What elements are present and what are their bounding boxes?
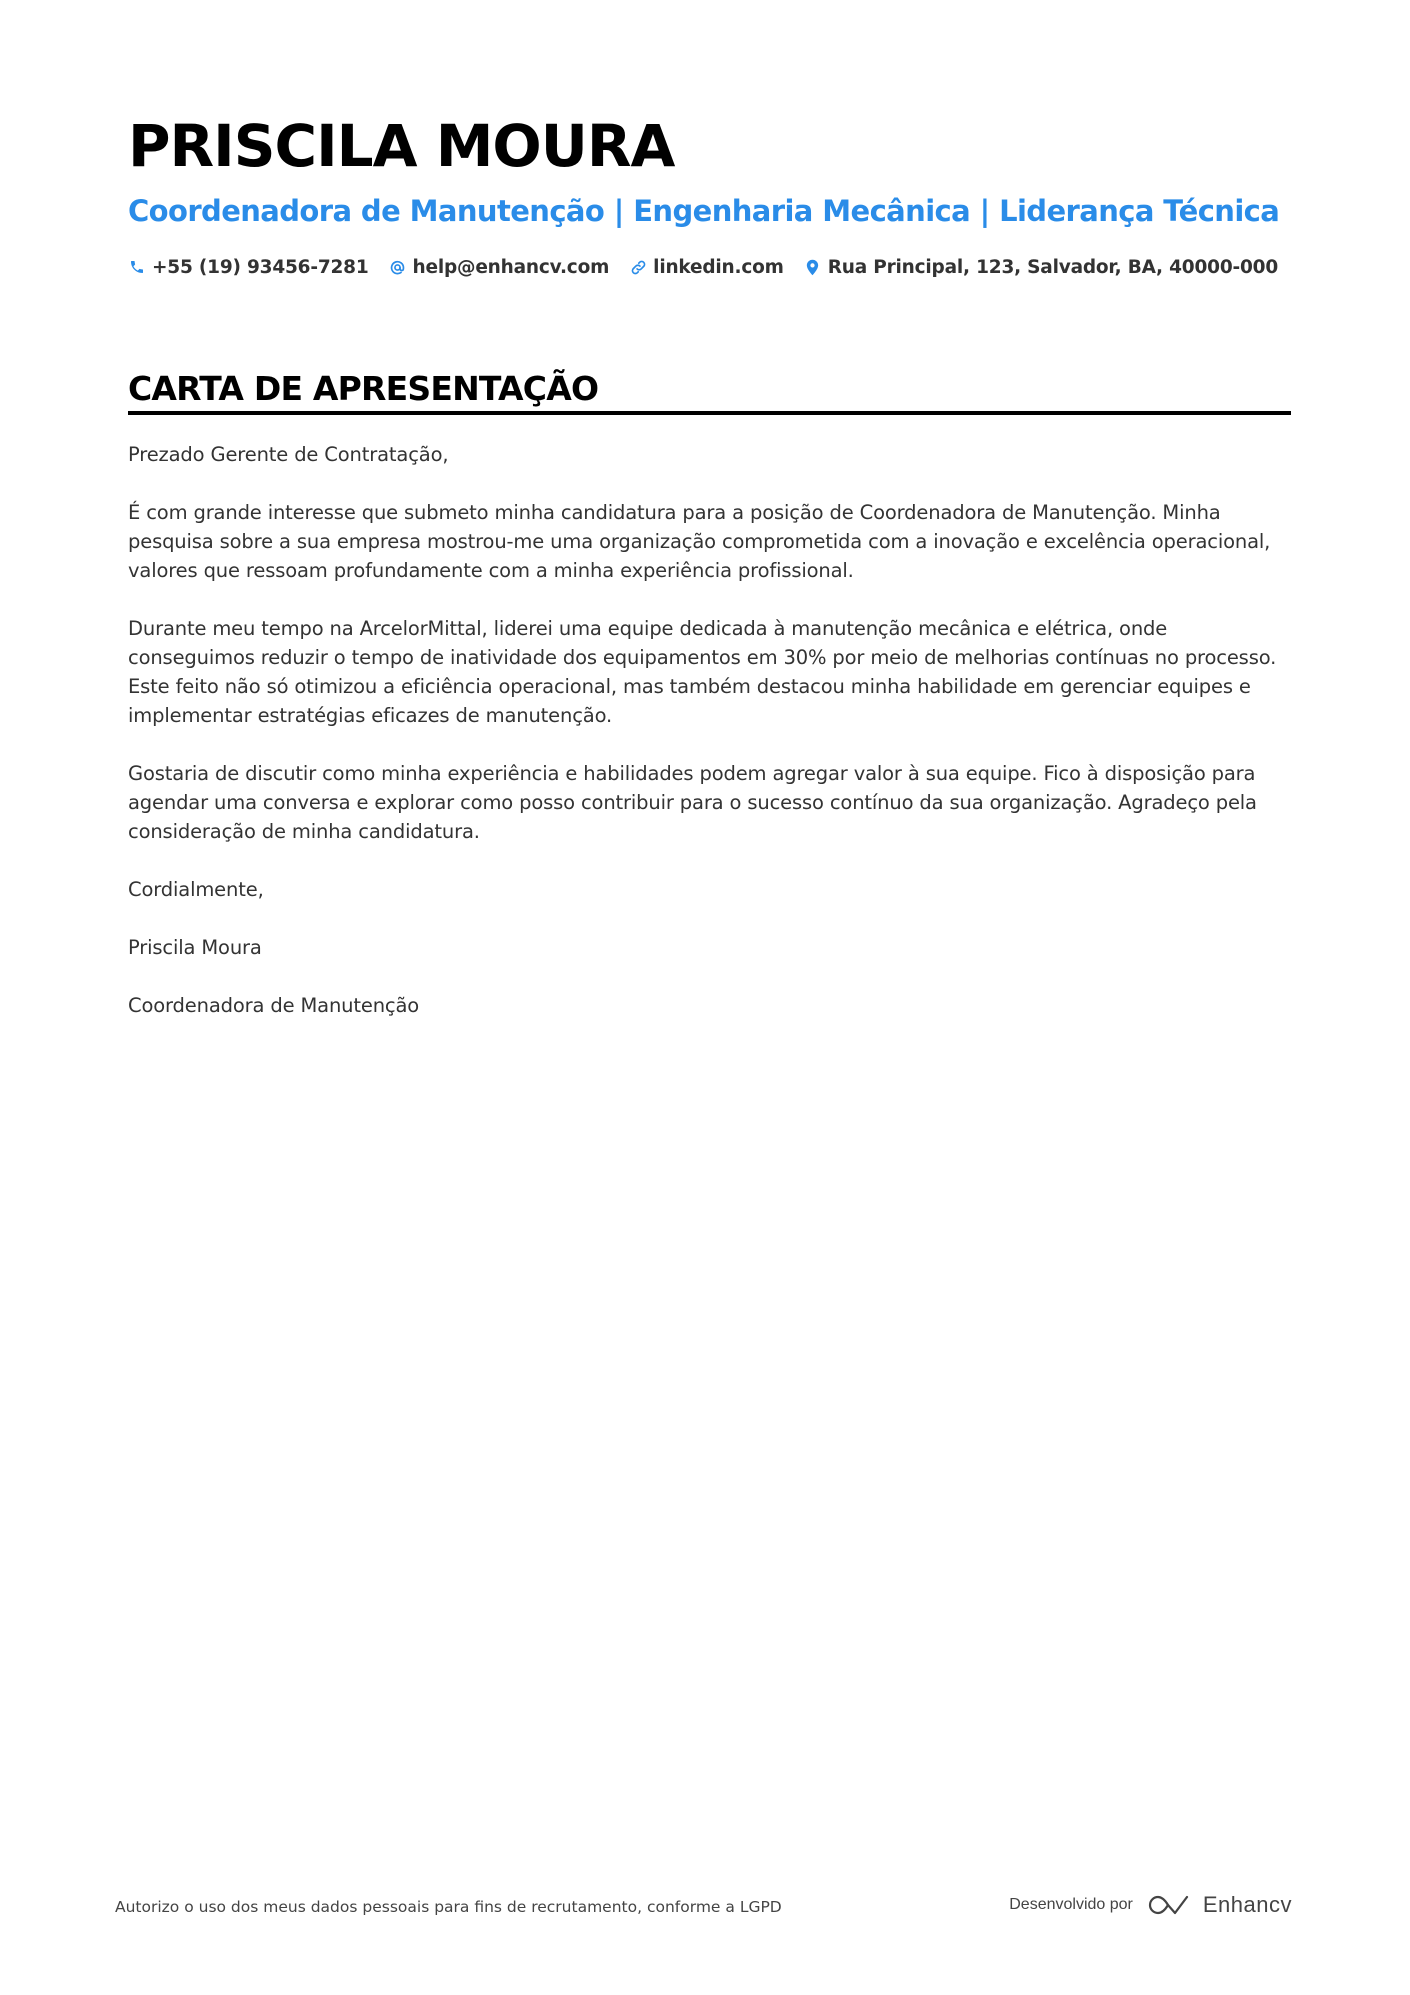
enhancv-logo-icon bbox=[1145, 1892, 1191, 1918]
linkedin-text: linkedin.com bbox=[653, 256, 784, 278]
address-text: Rua Principal, 123, Salvador, BA, 40000-000 bbox=[827, 256, 1278, 278]
letter-paragraph: Gostaria de discutir como minha experiência e habilidades podem agregar valor à sua equipe. Fico à disposição para agendar uma conversa e explorar como posso contribuir para o sucesso contínuo da sua organização. Agradeço pela consideração de minha candidatura. bbox=[128, 762, 1257, 843]
footer-branding[interactable] bbox=[1009, 1888, 1292, 1922]
contact-linkedin[interactable] bbox=[629, 257, 784, 278]
email-text: help@enhancv.com bbox=[412, 256, 610, 278]
letter-closing: Cordialmente, bbox=[128, 878, 264, 901]
powered-by-label: Desenvolvido por bbox=[1009, 1896, 1133, 1913]
letter-paragraph: Durante meu tempo na ArcelorMittal, liderei uma equipe dedicada à manutenção mecânica e elétrica, onde conseguimos reduzir o tempo de inatividade dos equipamentos em 30% por meio de melhorias contínuas no processo. Este feito não só otimizou a eficiência operacional, mas também destacou minha habilidade em gerenciar equipes e implementar estratégias eficazes de manutenção. bbox=[128, 617, 1277, 727]
signature-name: Priscila Moura bbox=[128, 936, 262, 959]
contact-bar bbox=[128, 252, 1298, 282]
signature-title: Coordenadora de Manutenção bbox=[128, 994, 420, 1017]
contact-address bbox=[804, 257, 1278, 278]
brand-name: Enhancv bbox=[1202, 1892, 1292, 1917]
phone-text: +55 (19) 93456-7281 bbox=[152, 256, 369, 278]
at-icon bbox=[389, 258, 407, 276]
phone-icon bbox=[128, 258, 146, 276]
section-divider bbox=[128, 411, 1291, 415]
contact-email[interactable] bbox=[389, 257, 610, 278]
letter-salutation: Prezado Gerente de Contratação, bbox=[128, 443, 449, 466]
location-pin-icon bbox=[804, 258, 822, 276]
footer-consent: Autorizo o uso dos meus dados pessoais para fins de recrutamento, conforme a LGPD bbox=[115, 1898, 782, 1916]
candidate-name: PRISCILA MOURA bbox=[128, 112, 675, 180]
section-title: CARTA DE APRESENTAÇÃO bbox=[128, 369, 599, 408]
candidate-headline: Coordenadora de Manutenção | Engenharia Mecânica | Liderança Técnica bbox=[128, 194, 1280, 228]
letter-paragraph: É com grande interesse que submeto minha candidatura para a posição de Coordenadora de Manutenção. Minha pesquisa sobre a sua empresa mostrou-me uma organização comprometida com a inovação e excelência operacional, valores que ressoam profundamente com a minha experiência profissional. bbox=[128, 501, 1271, 582]
letter-body bbox=[128, 440, 1298, 1049]
link-icon bbox=[629, 258, 647, 276]
contact-phone bbox=[128, 257, 369, 278]
